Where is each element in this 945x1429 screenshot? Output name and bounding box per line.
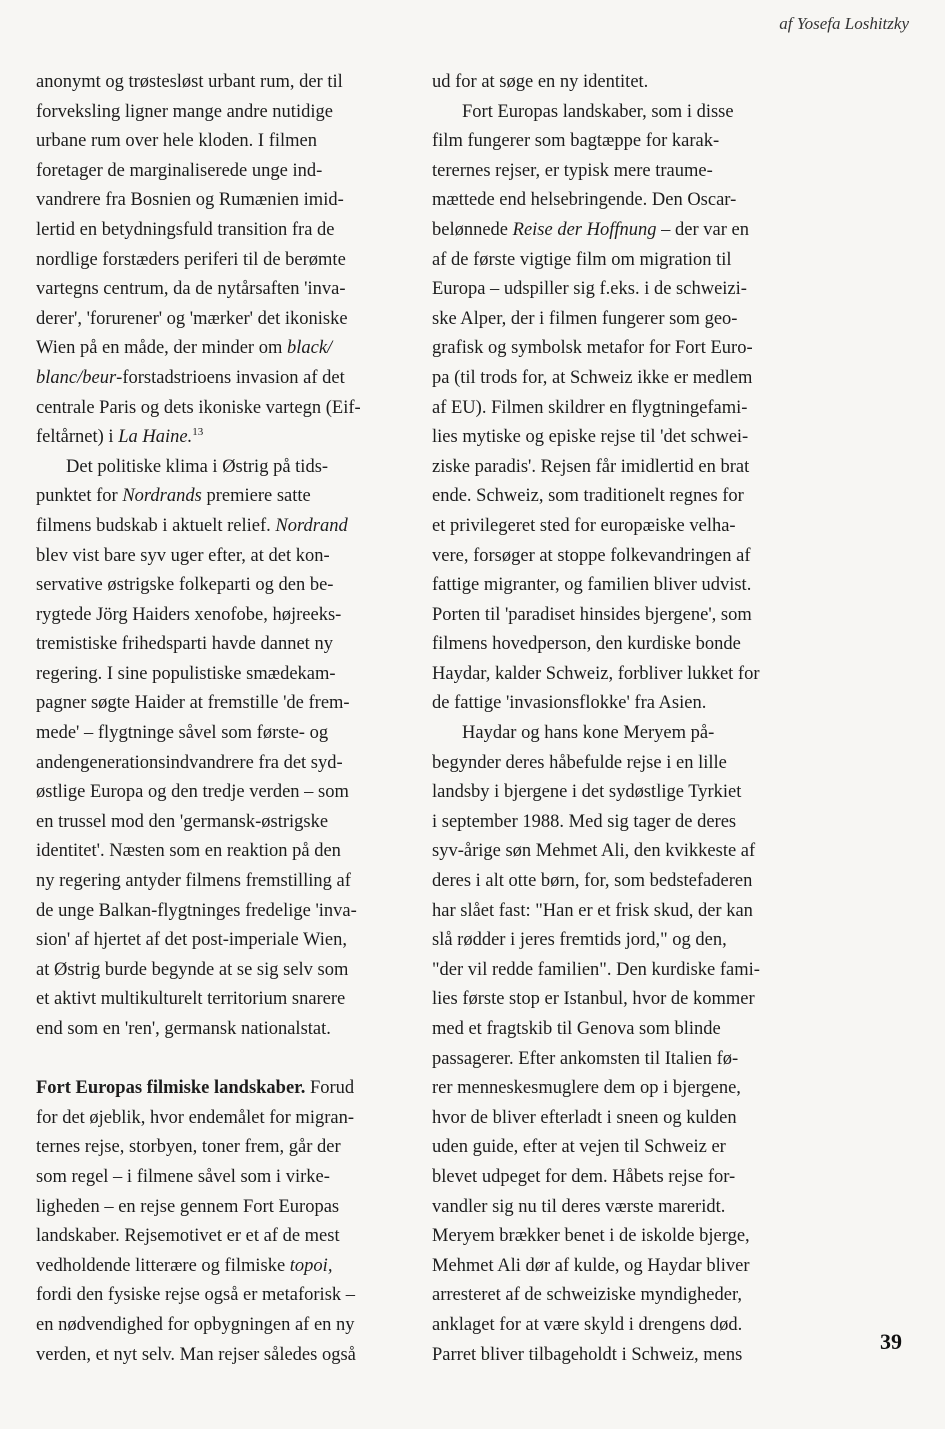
text-line: nordlige forstæders periferi til de berømte — [36, 249, 346, 270]
text-line: grafisk og symbolsk metafor for Fort Euro- — [432, 338, 753, 359]
text-line: landsby i bjergene i det sydøstlige Tyrkiet — [432, 782, 742, 803]
text-line: anklaget for at være skyld i drengens død. — [432, 1314, 743, 1335]
text-line: et aktivt multikulturelt territorium snarere — [36, 989, 346, 1010]
text-line: lertid en betydningsfuld transition fra de — [36, 219, 335, 240]
text-line — [36, 334, 406, 364]
text-line: pa (til trods for, at Schweiz ikke er medlem — [432, 367, 753, 388]
text-line: blevet udpeget for dem. Håbets rejse for- — [432, 1166, 736, 1187]
text-line: at Østrig burde begynde at se sig selv som — [36, 959, 349, 980]
text-line: ende. Schweiz, som traditionelt regnes for — [432, 486, 744, 507]
text-line — [36, 364, 406, 394]
text-line: ternes rejse, storbyen, toner frem, går der — [36, 1137, 341, 1158]
text-line: af de første vigtige film om migration til — [432, 249, 732, 270]
text-line: vere, forsøger at stoppe folkevandringen af — [432, 545, 751, 566]
text-line: har slået fast: "Han er et frisk skud, der kan — [432, 900, 753, 921]
text-line: fordi den fysiske rejse også er metaforisk – — [36, 1285, 356, 1306]
italic-term: blanc/beur — [36, 367, 117, 388]
text-line: servative østrigske folkeparti og den be- — [36, 575, 334, 596]
text-line: en trussel mod den 'germansk-østrigske — [36, 811, 329, 832]
text-line: vandler sig nu til deres værste mareridt. — [432, 1196, 726, 1217]
italic-title: Reise der Hoffnung — [512, 219, 657, 240]
text-line: ske Alper, der i filmen fungerer som geo- — [432, 308, 738, 329]
text-span: filmens budskab i aktuelt relief. — [36, 515, 276, 536]
italic-title: Nordrand — [275, 515, 348, 536]
text-line: rygtede Jörg Haiders xenofobe, højreeks- — [36, 604, 342, 625]
footnote-marker[interactable]: 13 — [192, 425, 204, 438]
text-line: film fungerer som bagtæppe for karak- — [432, 131, 720, 152]
text-line: end som en 'ren', germansk nationalstat. — [36, 1019, 331, 1039]
text-line: mede' – flygtninge såvel som første- og — [36, 723, 329, 744]
text-span: Forud — [305, 1078, 355, 1099]
text-line: Haydar, kalder Schweiz, forbliver lukket for — [432, 663, 760, 684]
left-column — [36, 68, 406, 1370]
text-line: landskaber. Rejsemotivet er et af de mest — [36, 1226, 340, 1247]
text-line: lies første stop er Istanbul, hvor de kommer — [432, 989, 755, 1010]
text-line: passagerer. Efter ankomsten til Italien fø- — [432, 1048, 739, 1069]
text-span: – der var en — [656, 219, 749, 240]
text-line: ligheden – en rejse gennem Fort Europas — [36, 1196, 340, 1217]
text-line — [36, 512, 406, 542]
running-header: af Yosefa Loshitzky — [779, 14, 909, 33]
text-span: Wien på en måde, der minder om — [36, 338, 287, 359]
text-line: syv-årige søn Mehmet Ali, den kvikkeste af — [432, 841, 756, 862]
text-line: andengenerationsindvandrere fra det syd- — [36, 752, 343, 773]
text-line: Europa – udspiller sig f.eks. i de schweizi- — [432, 279, 747, 300]
text-line: slå rødder i jeres fremtids jord," og den, — [432, 930, 727, 951]
text-line: vandrere fra Bosnien og Rumænien imid- — [36, 190, 344, 211]
text-line: centrale Paris og dets ikoniske vartegn (Eif- — [36, 397, 361, 418]
text-line: rer menneskesmuglere dem op i bjergene, — [432, 1078, 741, 1099]
paragraph-gap — [36, 1045, 406, 1075]
text-line: Mehmet Ali dør af kulde, og Haydar bliver — [432, 1255, 750, 1276]
text-line: anonymt og trøstesløst urbant rum, der til — [36, 72, 343, 92]
text-line: regering. I sine populistiske smædekam- — [36, 663, 336, 684]
text-line: vartegns centrum, da de nytårsaften 'inva- — [36, 279, 346, 300]
text-line — [36, 482, 406, 512]
text-line: urbane rum over hele kloden. I filmen — [36, 131, 317, 152]
text-line: som regel – i filmene såvel som i virke- — [36, 1166, 330, 1187]
text-line: blev vist bare syv uger efter, at det kon- — [36, 545, 330, 566]
italic-term: black/ — [286, 338, 333, 359]
text-span: belønnede — [432, 219, 513, 240]
section-heading: Fort Europas filmiske landskaber. — [36, 1078, 306, 1099]
text-line: Meryem brækker benet i de iskolde bjerge, — [432, 1226, 750, 1247]
text-line: filmens hovedperson, den kurdiske bonde — [432, 634, 741, 655]
text-line: tremistiske frihedsparti havde dannet ny — [36, 634, 333, 655]
text-line: begynder deres håbefulde rejse i en lille — [432, 752, 727, 773]
text-line: med et fragtskib til Genova som blinde — [432, 1019, 721, 1039]
text-line: uden guide, efter at vejen til Schweiz er — [432, 1137, 726, 1158]
text-span: vedholdende litterære og filmiske — [36, 1255, 290, 1276]
text-line: verden, et nyt selv. Man rejser således også — [36, 1344, 356, 1365]
text-line: sion' af hjertet af det post-imperiale Wien, — [36, 930, 347, 951]
italic-title: Nordrands — [122, 486, 202, 507]
text-line — [432, 216, 807, 246]
text-line — [36, 1252, 406, 1282]
text-line: Haydar og hans kone Meryem på- — [462, 723, 715, 744]
text-line: mættede end helsebringende. Den Oscar- — [432, 190, 737, 211]
text-line: af EU). Filmen skildrer en flygtningefami- — [432, 397, 748, 418]
text-line: en nødvendighed for opbygningen af en ny — [36, 1314, 355, 1335]
text-line: derer', 'forurener' og 'mærker' det ikoniske — [36, 308, 348, 329]
text-line: ziske paradis'. Rejsen får imidlertid en brat — [432, 456, 750, 477]
text-line: pagner søgte Haider at fremstille 'de frem- — [36, 693, 350, 714]
text-line: ny regering antyder filmens fremstilling af — [36, 871, 351, 892]
text-line: Parret bliver tilbageholdt i Schweiz, mens — [432, 1344, 743, 1365]
text-span: punktet for — [36, 486, 123, 507]
text-line: fattige migranter, og familien bliver udvist. — [432, 575, 752, 596]
text-line: arresteret af de schweiziske myndigheder, — [432, 1285, 743, 1306]
text-line: forveksling ligner mange andre nutidige — [36, 101, 333, 122]
text-line — [36, 423, 406, 453]
text-line: for det øjeblik, hvor endemålet for migran- — [36, 1107, 354, 1128]
text-span: premiere satte — [201, 486, 311, 507]
text-line: de unge Balkan-flygtninges fredelige 'inva- — [36, 900, 357, 921]
text-line: deres i alt otte børn, for, som bedstefaderen — [432, 871, 753, 892]
text-line: Fort Europas landskaber, som i disse — [462, 101, 734, 122]
section-heading-line — [36, 1074, 406, 1104]
italic-term: topoi, — [289, 1255, 333, 1276]
text-line: ud for at søge en ny identitet. — [432, 72, 649, 92]
right-column — [432, 68, 807, 1370]
text-line: østlige Europa og den tredje verden – som — [36, 782, 349, 803]
text-line: terernes rejser, er typisk mere traume- — [432, 160, 713, 181]
text-line: foretager de marginaliserede unge ind- — [36, 160, 323, 181]
text-span: -forstadstrioens invasion af det — [116, 367, 345, 388]
text-line: Porten til 'paradiset hinsides bjergene', som — [432, 604, 752, 625]
italic-title: La Haine. — [118, 427, 193, 448]
text-line: hvor de bliver efterladt i sneen og kulden — [432, 1107, 737, 1128]
text-line: i september 1988. Med sig tager de deres — [432, 811, 737, 832]
text-span: feltårnet) i — [36, 427, 119, 448]
text-line: lies mytiske og episke rejse til 'det schwei- — [432, 427, 749, 448]
text-line: identitet'. Næsten som en reaktion på den — [36, 841, 341, 862]
page-number: 39 — [880, 1329, 902, 1354]
text-line: Det politiske klima i Østrig på tids- — [66, 456, 329, 477]
text-line: et privilegeret sted for europæiske velha- — [432, 515, 736, 536]
text-line: "der vil redde familien". Den kurdiske fami- — [432, 959, 760, 980]
text-line: de fattige 'invasionsflokke' fra Asien. — [432, 693, 707, 714]
